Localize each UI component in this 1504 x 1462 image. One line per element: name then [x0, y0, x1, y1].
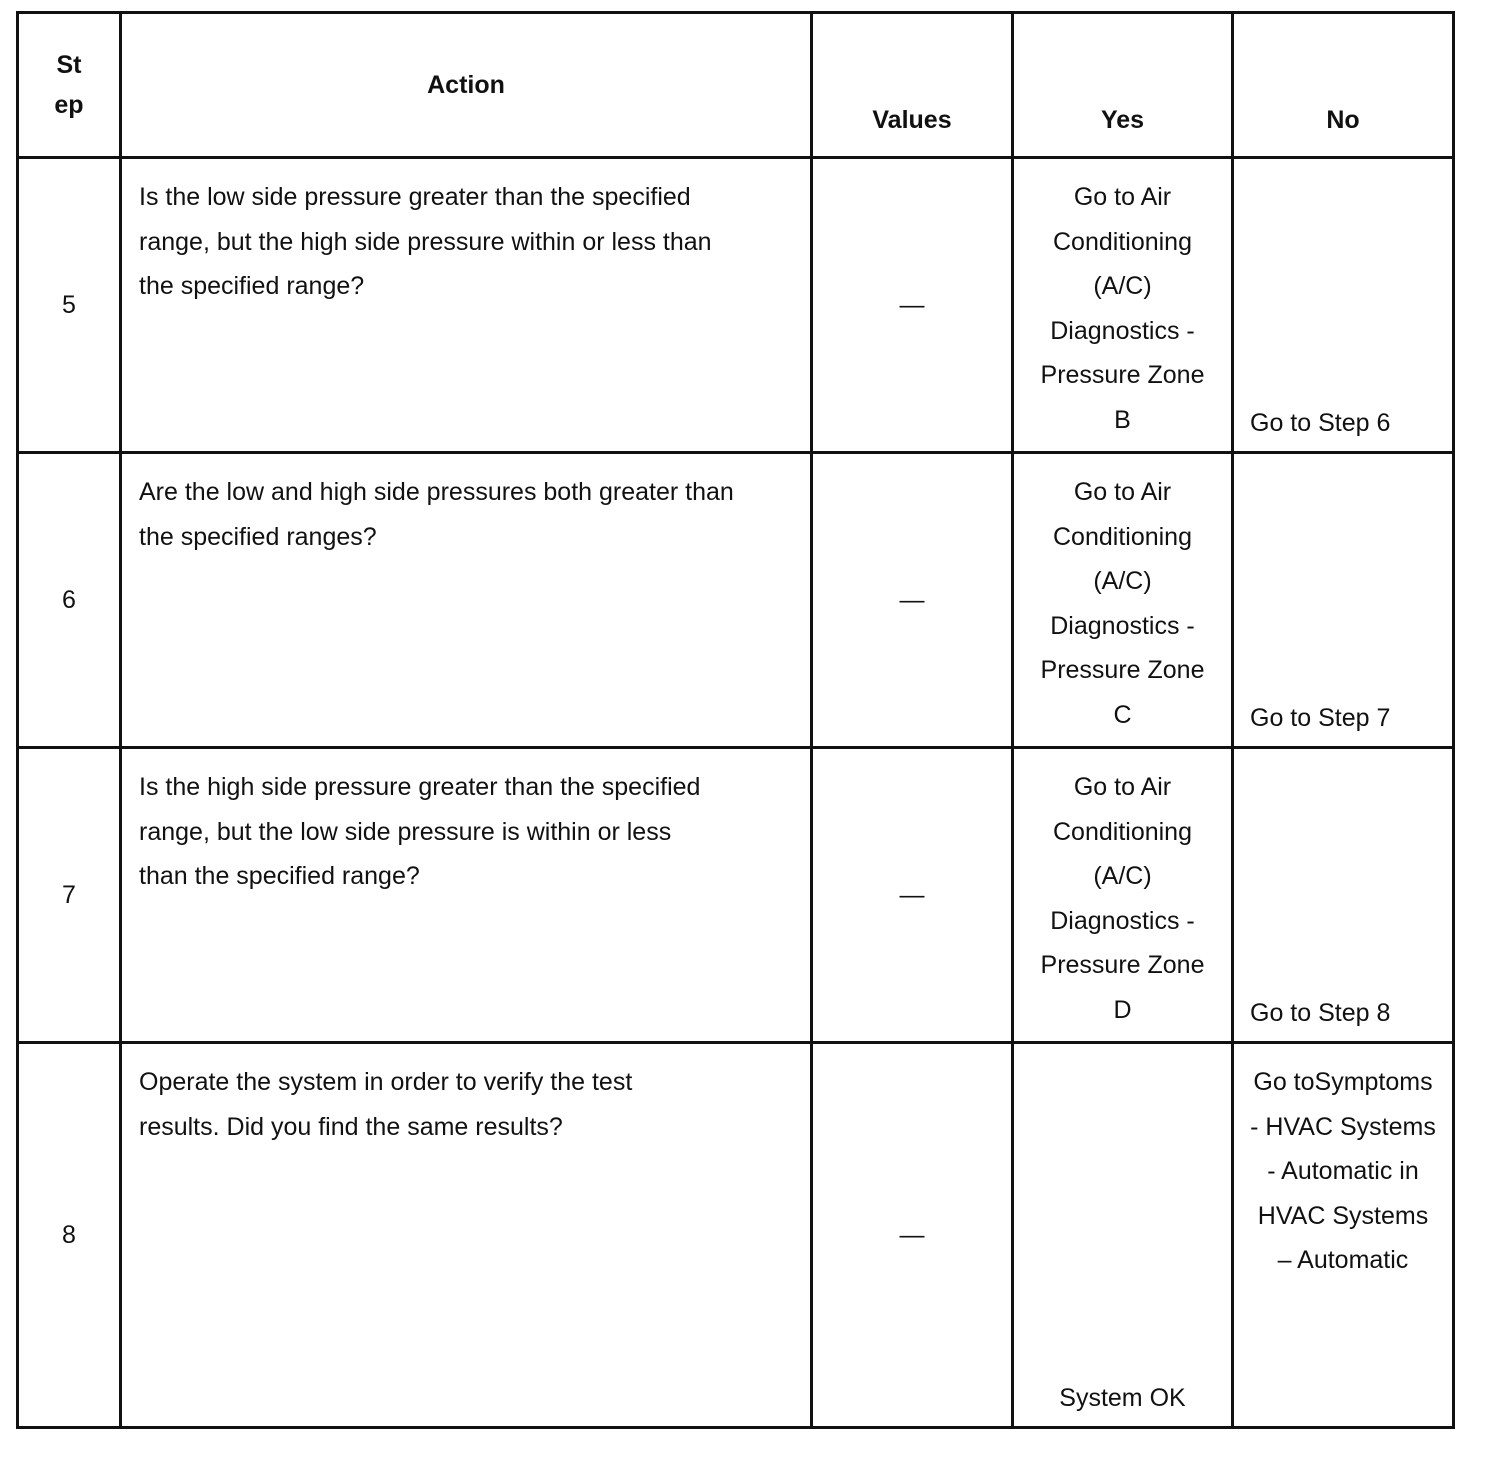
header-action-label: Action	[427, 71, 505, 99]
action-text: Are the low and high side pressures both greater than the specified ranges?	[139, 478, 734, 551]
step-number: 7	[62, 880, 76, 909]
step-number: 6	[62, 585, 76, 614]
table-row	[18, 158, 1454, 453]
step-number: 5	[62, 290, 76, 319]
step-number: 8	[62, 1220, 76, 1249]
action-text: Is the high side pressure greater than the specified range, but the low side pressure is within or less than the specified range?	[139, 773, 701, 890]
no-text: Go to Step 8	[1250, 998, 1391, 1027]
yes-text: Go to Air Conditioning (A/C) Diagnostics - Pressure Zone C	[1040, 478, 1205, 729]
yes-text: System OK	[1059, 1383, 1186, 1412]
no-text: Go toSymptoms - HVAC Systems - Automatic in HVAC Systems – Automatic	[1250, 1068, 1436, 1274]
header-no	[1233, 13, 1454, 158]
yes-text: Go to Air Conditioning (A/C) Diagnostics - Pressure Zone B	[1040, 183, 1205, 434]
action-text: Operate the system in order to verify the test results. Did you find the same results?	[139, 1068, 633, 1141]
no-text: Go to Step 6	[1250, 408, 1391, 437]
header-action	[121, 13, 812, 158]
header-values	[812, 13, 1013, 158]
action-text: Is the low side pressure greater than the specified range, but the high side pressure within or less than the specified range?	[139, 183, 712, 300]
table-row	[18, 748, 1454, 1043]
header-yes-label: Yes	[1100, 106, 1145, 134]
diagnostic-table	[16, 11, 1455, 1429]
yes-text: Go to Air Conditioning (A/C) Diagnostics - Pressure Zone D	[1040, 773, 1205, 1024]
header-step-label: St ep	[54, 51, 84, 119]
values-text: —	[899, 290, 925, 319]
table-row	[18, 453, 1454, 748]
header-yes	[1013, 13, 1233, 158]
table-row	[18, 1043, 1454, 1428]
no-text: Go to Step 7	[1250, 703, 1391, 732]
header-no-label: No	[1326, 106, 1360, 134]
values-text: —	[899, 880, 925, 909]
header-row	[18, 13, 1454, 158]
values-text: —	[899, 585, 925, 614]
header-values-label: Values	[872, 106, 952, 134]
header-step	[18, 13, 121, 158]
values-text: —	[899, 1220, 925, 1249]
